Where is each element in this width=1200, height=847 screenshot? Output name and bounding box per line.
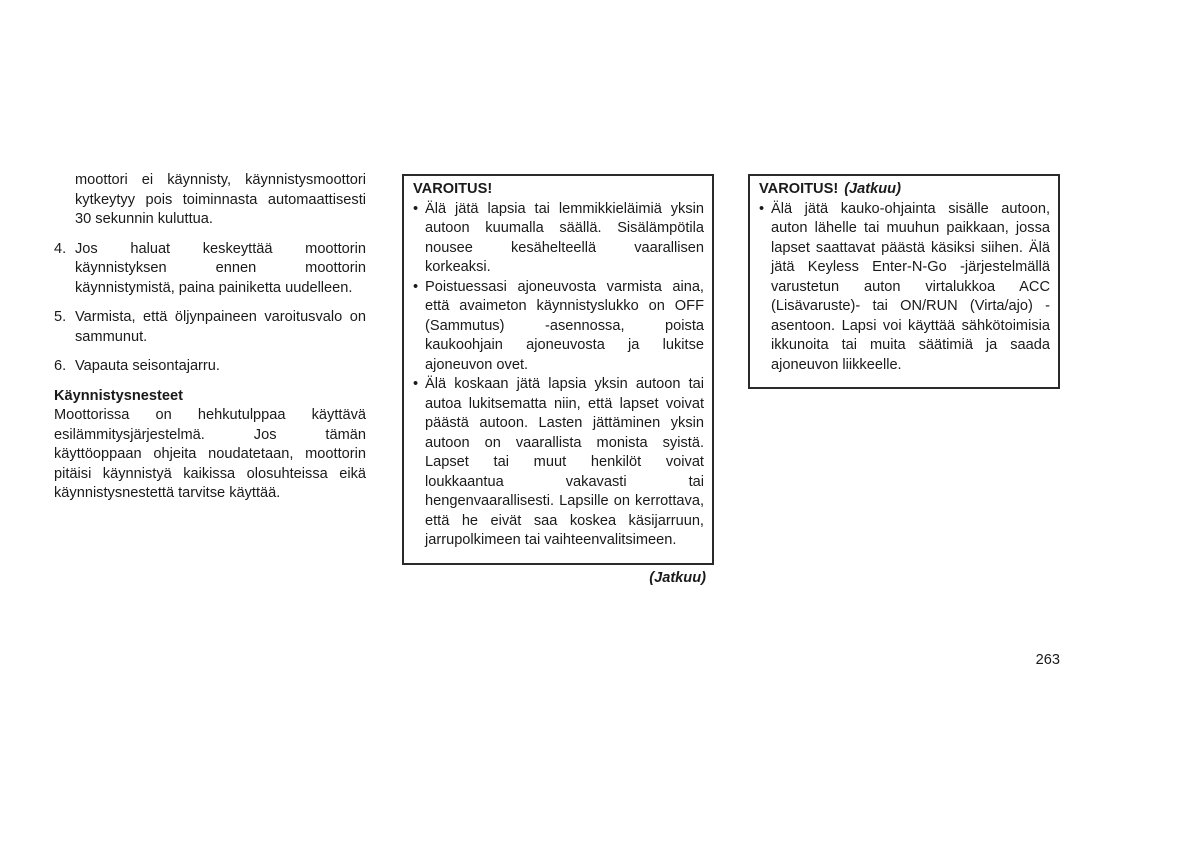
bullet-icon: • [759, 200, 765, 217]
step-item [54, 308, 366, 347]
step-text: Varmista, että öljynpaineen varoitusvalo on sammunut. [75, 309, 366, 345]
warning-bullet-text: Älä jätä lapsia tai lemmikkieläimiä yksin autoon kuumalla säällä. Sisälämpötila nousee kesähelteellä vaarallisen korkeaksi. [425, 200, 704, 275]
warning-box [402, 174, 714, 565]
warning-title-text: VAROITUS! [413, 181, 493, 197]
section-paragraph: Moottorissa on hehkutulppaa käyttävä esilämmitysjärjestelmä. Jos tämän käyttöoppaan ohjeita noudatetaan, moottorin pitäisi käynnistyä kaikissa olosuhteissa eikä käynnistysnestettä tarvitse käyttää. [54, 407, 366, 501]
page-number: 263 [1035, 652, 1060, 668]
section-heading: Käynnistysnesteet [54, 387, 183, 404]
warning-bullet [759, 200, 1050, 376]
step-number: 6. [54, 358, 67, 374]
left-column [54, 171, 366, 504]
bullet-icon: • [413, 200, 419, 217]
warning-title-text: VAROITUS! [759, 181, 839, 197]
bullet-icon: • [413, 376, 419, 392]
continuation-paragraph: moottori ei käynnisty, käynnistysmoottori kytkeytyy pois toiminnasta automaattisesti 30 sekunnin kuluttua. [75, 172, 366, 227]
warning-title-suffix: (Jatkuu) [844, 181, 901, 197]
warning-bullet-text: Älä koskaan jätä lapsia yksin autoon tai autoa lukitsematta niin, että lapset voivat päästä autoon. Lasten jättäminen yksin autoon on vaarallista monista syistä. Lapset tai muut henkilöt voivat loukkaantua vakavasti tai hengenvaarallisesti. Lapsille on kerrottava, että he eivät saa koskea käsijarruun, jarrupolkimeen tai vaihteenvalitsimeen. [425, 376, 704, 548]
step-item [54, 357, 366, 377]
warning-bullet-text: Poistuessasi ajoneuvosta varmista aina, että avaimeton käynnistyslukko on OFF (Sammutus) -asennossa, poista kaukoohjain ajoneuvosta ja lukitse ajoneuvon ovet. [425, 278, 704, 373]
step-number: 5. [54, 309, 67, 325]
step-number: 4. [54, 240, 67, 257]
warning-bullet [413, 375, 704, 551]
step-text: Jos haluat keskeyttää moottorin käynnistyksen ennen moottorin käynnistymistä, paina painiketta uudelleen. [75, 240, 366, 296]
warning-bullet-text: Älä jätä kauko-ohjainta sisälle autoon, auton lähelle tai muuhun paikkaan, jossa lapset saattavat päästä käsiksi siihen. Älä jätä Keyless Enter-N-Go -järjestelmällä varustetun auton virtalukkoa ACC (Lisävaruste)- tai ON/RUN (Virta/ajo) -asentoon. Lapsi voi käyttää sähkötoimisia ikkunoita tai muita säätimiä ja saada ajoneuvon liikkeelle. [771, 200, 1050, 373]
warning-title [413, 180, 704, 200]
warning-title [759, 180, 1050, 200]
continued-label: (Jatkuu) [649, 570, 706, 586]
step-text: Vapauta seisontajarru. [75, 358, 220, 374]
warning-box-continued [748, 174, 1060, 389]
bullet-icon: • [413, 278, 419, 295]
warning-bullet [413, 278, 704, 376]
step-item [54, 240, 366, 299]
warning-bullet [413, 200, 704, 278]
